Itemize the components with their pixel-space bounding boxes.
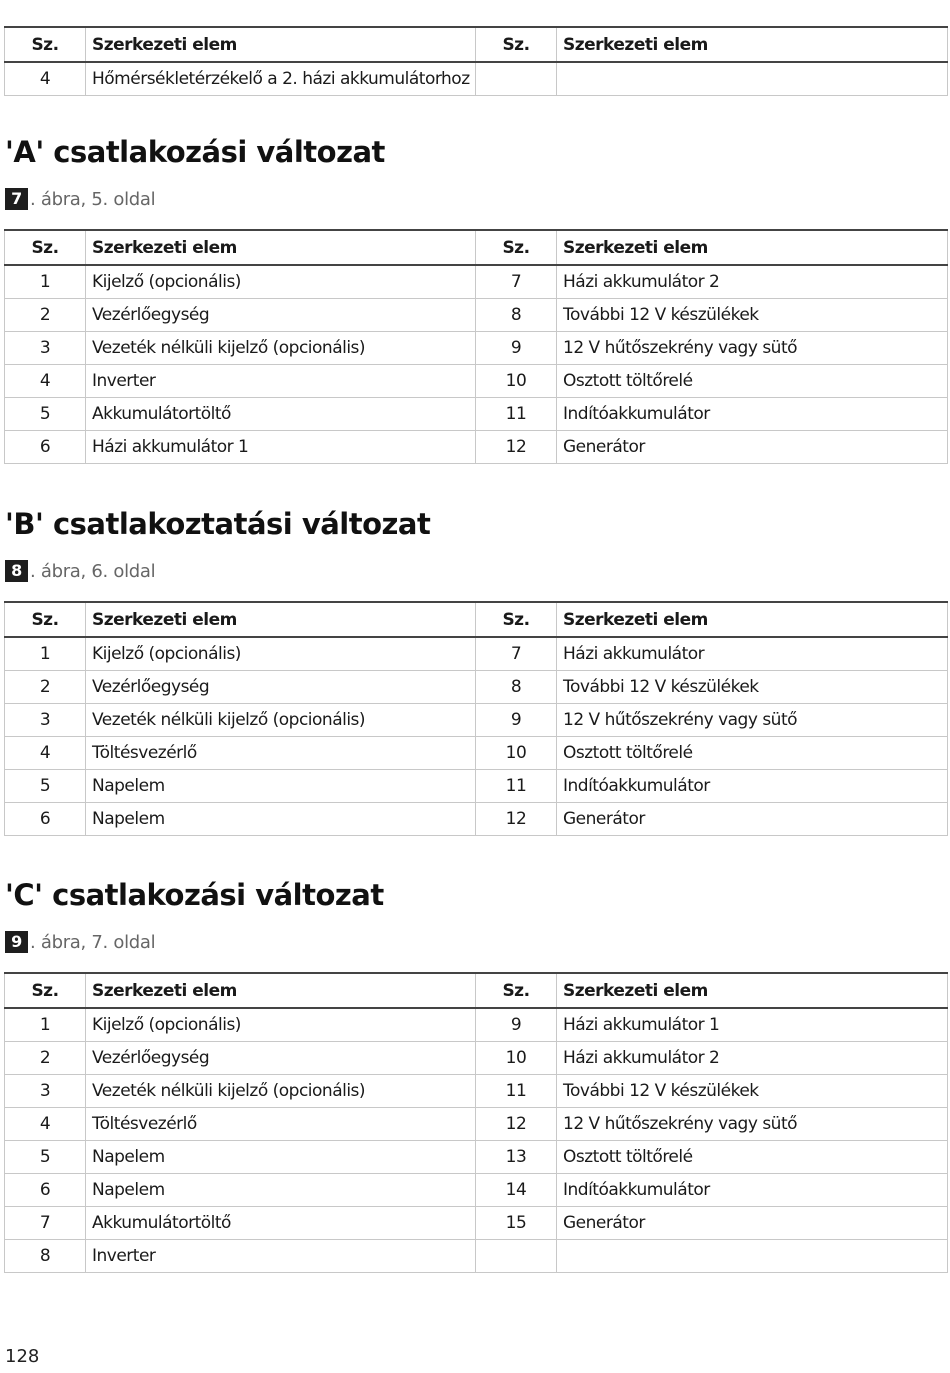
cell-no: 6 (5, 803, 86, 836)
figure-number-badge: 9 (5, 931, 28, 953)
figure-reference-c[interactable] (5, 931, 155, 953)
cell-no: 8 (476, 299, 557, 332)
cell-no: 5 (5, 398, 86, 431)
cell-no: 11 (476, 398, 557, 431)
cell-element: Vezeték nélküli kijelző (opcionális) (86, 704, 476, 737)
header-element: Szerkezeti elem (86, 27, 476, 62)
cell-no: 10 (476, 365, 557, 398)
parts-table-b (4, 601, 948, 836)
cell-no: 1 (5, 637, 86, 671)
table-body (5, 265, 948, 464)
table-row (5, 1240, 948, 1273)
cell-element: Akkumulátortöltő (86, 398, 476, 431)
header-no: Sz. (5, 602, 86, 637)
header-no: Sz. (476, 973, 557, 1008)
cell-element: Vezérlőegység (86, 1042, 476, 1075)
table-row (5, 265, 948, 299)
cell-element: Indítóakkumulátor (557, 770, 948, 803)
cell-no: 11 (476, 770, 557, 803)
figure-number-badge: 8 (5, 560, 28, 582)
cell-element: Akkumulátortöltő (86, 1207, 476, 1240)
table-row (5, 1042, 948, 1075)
cell-no: 9 (476, 704, 557, 737)
figure-reference-text: . ábra, 5. oldal (30, 188, 156, 210)
cell-element: További 12 V készülékek (557, 671, 948, 704)
cell-no: 3 (5, 704, 86, 737)
cell-no: 1 (5, 265, 86, 299)
cell-element: Osztott töltőrelé (557, 365, 948, 398)
cell-element: Indítóakkumulátor (557, 398, 948, 431)
cell-element: Vezérlőegység (86, 671, 476, 704)
parts-table-c (4, 972, 948, 1273)
cell-no: 10 (476, 1042, 557, 1075)
cell-element: Vezeték nélküli kijelző (opcionális) (86, 332, 476, 365)
cell-element: További 12 V készülékek (557, 1075, 948, 1108)
cell-no: 5 (5, 1141, 86, 1174)
cell-no: 4 (5, 365, 86, 398)
header-element: Szerkezeti elem (557, 27, 948, 62)
cell-no: 3 (5, 332, 86, 365)
table-row (5, 637, 948, 671)
cell-no: 12 (476, 803, 557, 836)
table-row (5, 1141, 948, 1174)
cell-element: 12 V hűtőszekrény vagy sütő (557, 1108, 948, 1141)
cell-element: 12 V hűtőszekrény vagy sütő (557, 332, 948, 365)
cell-element (557, 62, 948, 96)
cell-no: 7 (5, 1207, 86, 1240)
header-element: Szerkezeti elem (557, 973, 948, 1008)
table-header-row (5, 602, 948, 637)
header-element: Szerkezeti elem (86, 973, 476, 1008)
cell-element: Kijelző (opcionális) (86, 1008, 476, 1042)
page-number: 128 (5, 1346, 40, 1367)
table-row (5, 770, 948, 803)
figure-number-badge: 7 (5, 188, 28, 210)
cell-no: 9 (476, 1008, 557, 1042)
cell-no: 2 (5, 299, 86, 332)
cell-element: Vezeték nélküli kijelző (opcionális) (86, 1075, 476, 1108)
cell-element: Napelem (86, 1141, 476, 1174)
header-element: Szerkezeti elem (86, 602, 476, 637)
cell-element: Napelem (86, 1174, 476, 1207)
cell-no: 8 (476, 671, 557, 704)
cell-element: Házi akkumulátor 2 (557, 1042, 948, 1075)
cell-no: 8 (5, 1240, 86, 1273)
cell-element: Házi akkumulátor 2 (557, 265, 948, 299)
cell-element: Generátor (557, 803, 948, 836)
cell-element: Házi akkumulátor 1 (86, 431, 476, 464)
cell-no: 12 (476, 1108, 557, 1141)
header-no: Sz. (476, 27, 557, 62)
table-row (5, 737, 948, 770)
cell-element: Kijelző (opcionális) (86, 265, 476, 299)
header-no: Sz. (476, 602, 557, 637)
header-element: Szerkezeti elem (86, 230, 476, 265)
cell-no: 1 (5, 1008, 86, 1042)
cell-element: Generátor (557, 431, 948, 464)
table-row (5, 1108, 948, 1141)
header-no: Sz. (5, 27, 86, 62)
table-row (5, 1075, 948, 1108)
figure-reference-a[interactable] (5, 188, 155, 210)
figure-reference-text: . ábra, 6. oldal (30, 560, 156, 582)
header-element: Szerkezeti elem (557, 230, 948, 265)
table-row (5, 332, 948, 365)
cell-element (557, 1240, 948, 1273)
figure-reference-b[interactable] (5, 560, 155, 582)
table-row (5, 365, 948, 398)
header-element: Szerkezeti elem (557, 602, 948, 637)
section-title-c: 'C' csatlakozási változat (5, 878, 384, 912)
cell-element: 12 V hűtőszekrény vagy sütő (557, 704, 948, 737)
cell-no: 12 (476, 431, 557, 464)
cell-element: Vezérlőegység (86, 299, 476, 332)
cell-element: Hőmérsékletérzékelő a 2. házi akkumulátorhoz (86, 62, 476, 96)
table-header-row (5, 230, 948, 265)
cell-no: 3 (5, 1075, 86, 1108)
parts-table-a (4, 229, 948, 464)
cell-no: 9 (476, 332, 557, 365)
table-body (5, 1008, 948, 1273)
table-row (5, 62, 948, 96)
figure-reference-text: . ábra, 7. oldal (30, 931, 156, 953)
cell-no (476, 62, 557, 96)
table-row (5, 1174, 948, 1207)
cell-element: Házi akkumulátor (557, 637, 948, 671)
table-row (5, 1008, 948, 1042)
cell-element: Napelem (86, 803, 476, 836)
table-header-row (5, 27, 948, 62)
table-body (5, 637, 948, 836)
cell-no: 11 (476, 1075, 557, 1108)
cell-no: 4 (5, 1108, 86, 1141)
cell-element: Kijelző (opcionális) (86, 637, 476, 671)
table-row (5, 704, 948, 737)
table-header-row (5, 973, 948, 1008)
cell-no: 2 (5, 671, 86, 704)
cell-no: 5 (5, 770, 86, 803)
header-no: Sz. (5, 973, 86, 1008)
cell-no: 7 (476, 637, 557, 671)
cell-element: Osztott töltőrelé (557, 737, 948, 770)
cell-no: 15 (476, 1207, 557, 1240)
section-title-a: 'A' csatlakozási változat (5, 135, 385, 169)
table-row (5, 398, 948, 431)
header-no: Sz. (5, 230, 86, 265)
cell-no: 4 (5, 737, 86, 770)
header-no: Sz. (476, 230, 557, 265)
table-row (5, 1207, 948, 1240)
cell-element: Inverter (86, 1240, 476, 1273)
cell-element: Házi akkumulátor 1 (557, 1008, 948, 1042)
cell-no: 14 (476, 1174, 557, 1207)
cell-no: 10 (476, 737, 557, 770)
cell-no (476, 1240, 557, 1273)
cell-no: 13 (476, 1141, 557, 1174)
cell-element: Töltésvezérlő (86, 737, 476, 770)
cell-element: Osztott töltőrelé (557, 1141, 948, 1174)
cell-element: Generátor (557, 1207, 948, 1240)
cell-no: 2 (5, 1042, 86, 1075)
cell-element: Töltésvezérlő (86, 1108, 476, 1141)
cell-element: Napelem (86, 770, 476, 803)
cell-element: További 12 V készülékek (557, 299, 948, 332)
cell-no: 6 (5, 431, 86, 464)
section-title-b: 'B' csatlakoztatási változat (5, 507, 431, 541)
table-body (5, 62, 948, 96)
cell-element: Indítóakkumulátor (557, 1174, 948, 1207)
cell-no: 6 (5, 1174, 86, 1207)
cell-no: 7 (476, 265, 557, 299)
cell-element: Inverter (86, 365, 476, 398)
table-row (5, 431, 948, 464)
table-row (5, 803, 948, 836)
parts-table-continued (4, 26, 948, 96)
table-row (5, 299, 948, 332)
cell-no: 4 (5, 62, 86, 96)
table-row (5, 671, 948, 704)
